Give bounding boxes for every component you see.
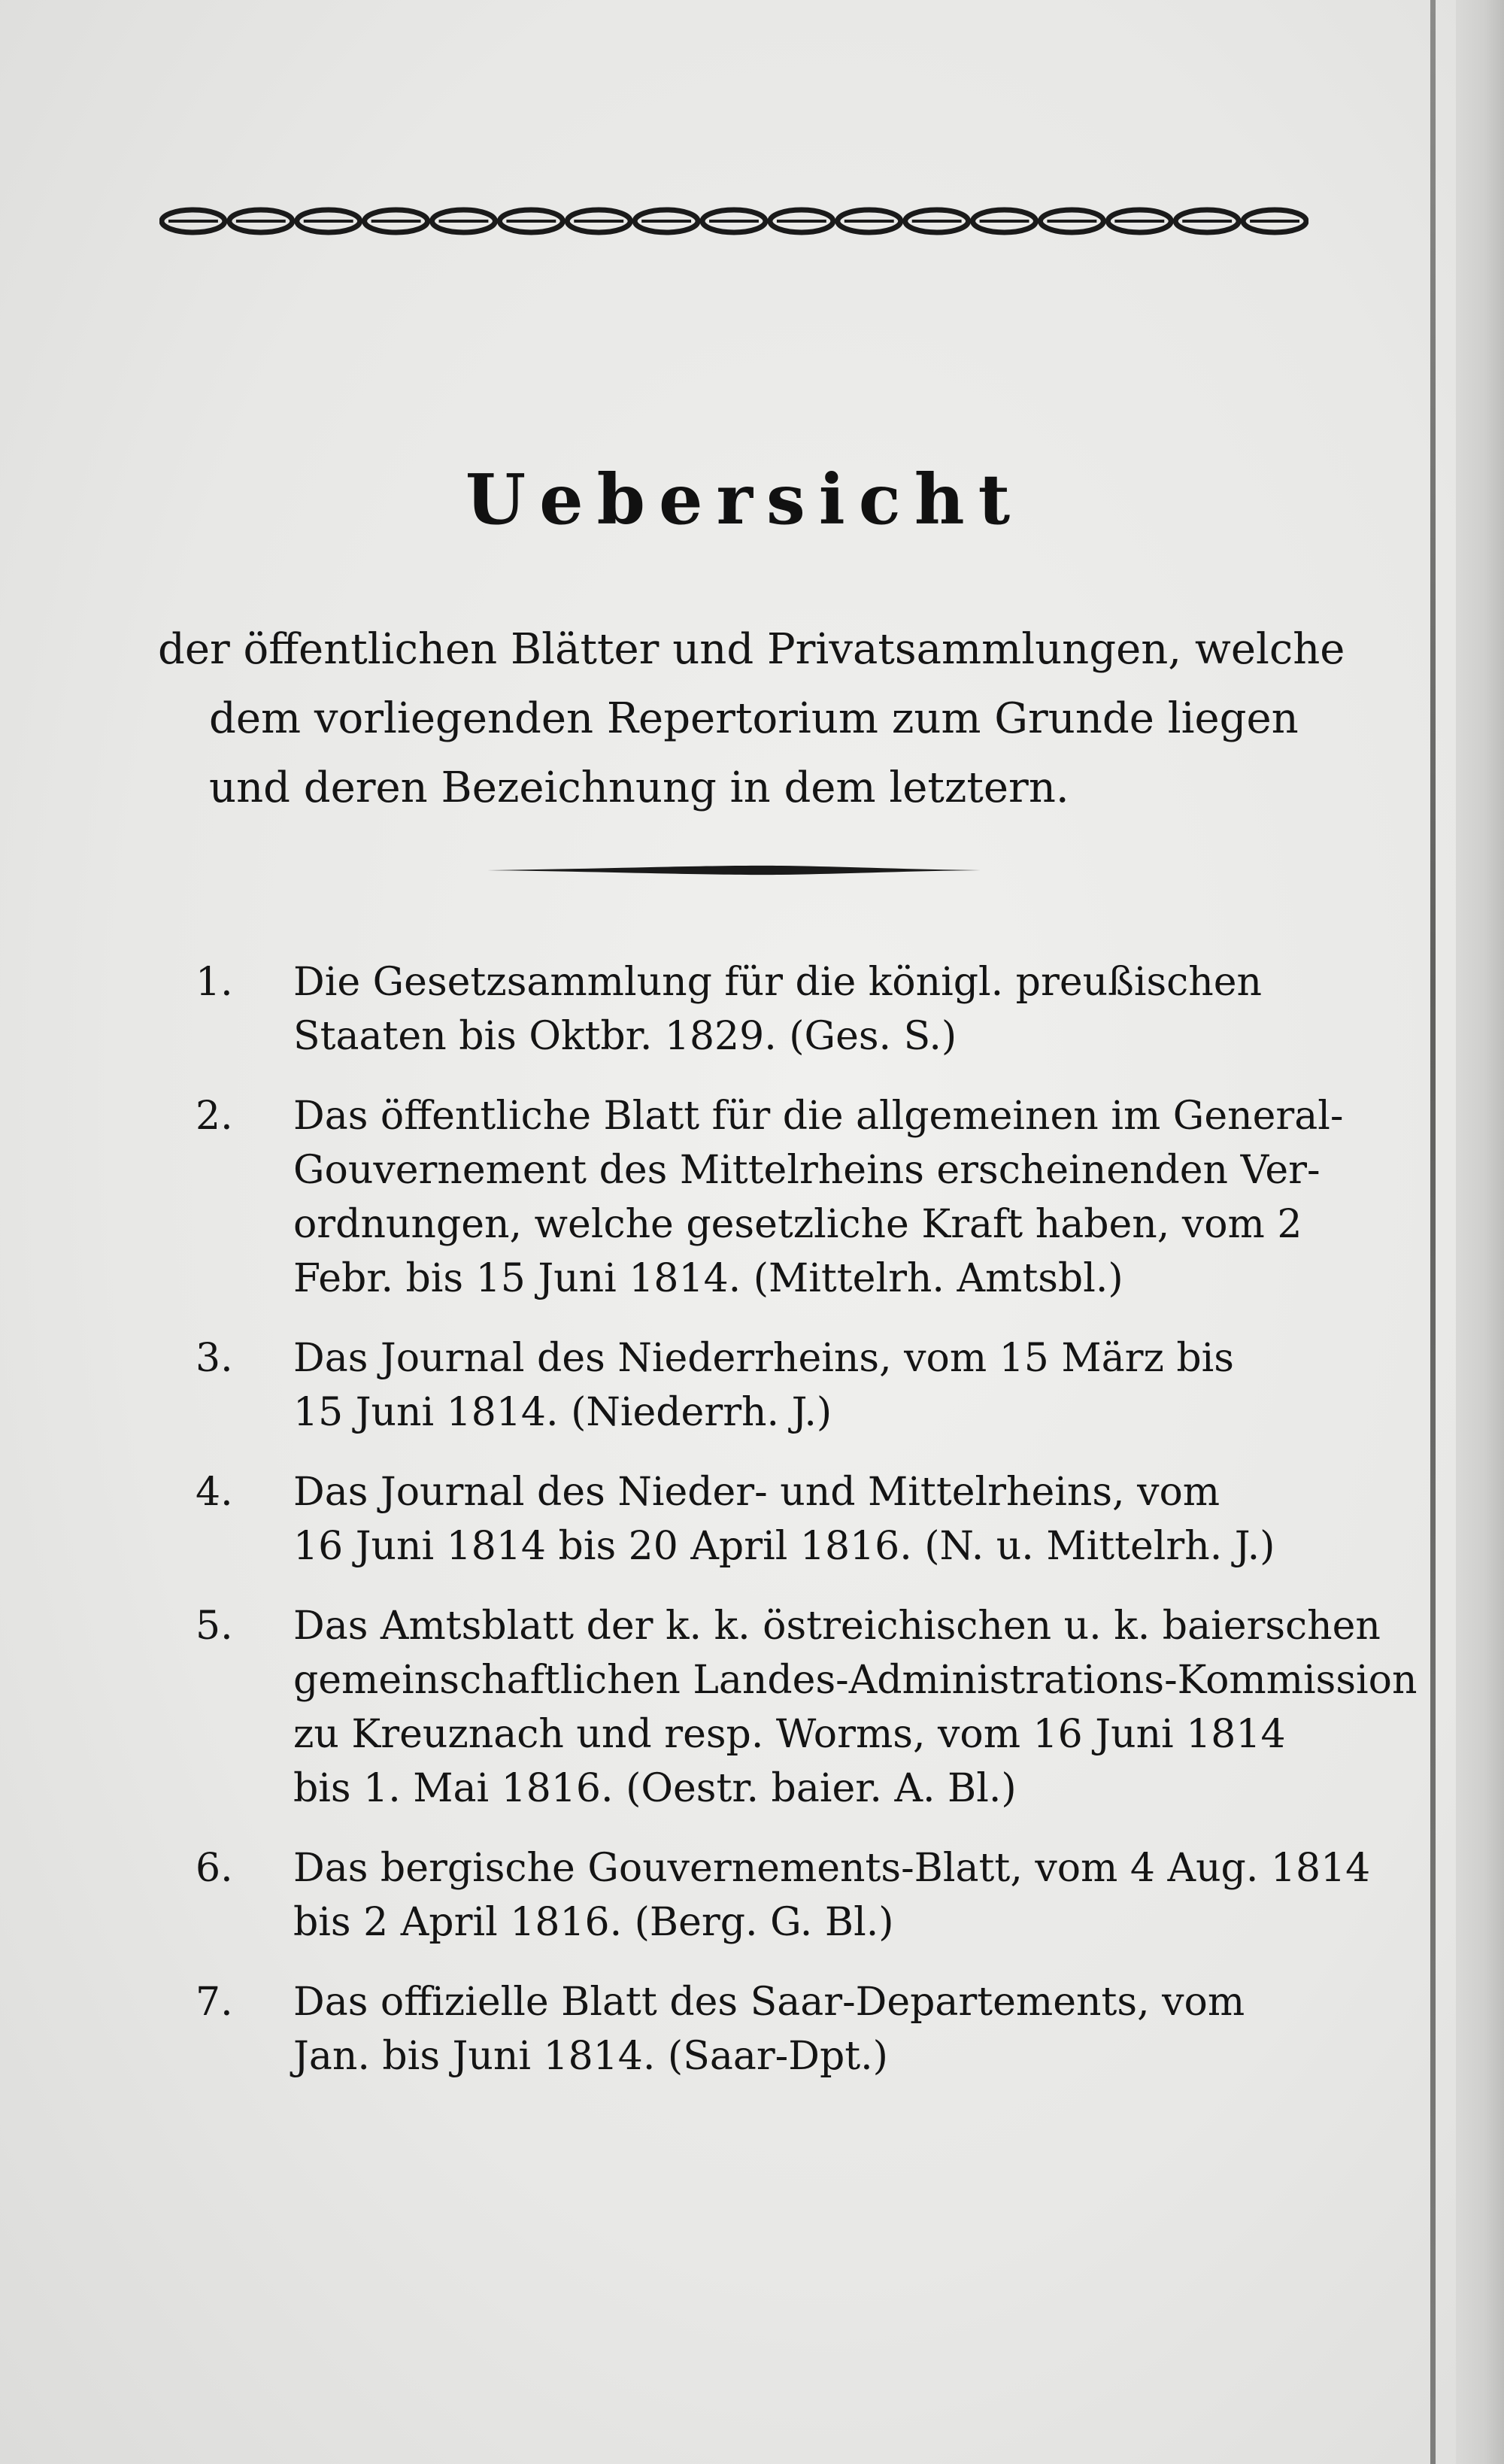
list-item xyxy=(196,1841,1371,1950)
list-item-number: 6. xyxy=(196,1846,233,1891)
page-title: Uebersicht xyxy=(465,459,1024,540)
list-item-line: Jan. bis Juni 1814. (Saar-Dpt.) xyxy=(293,2034,888,2079)
list-item-line: Staaten bis Oktbr. 1829. (Ges. S.) xyxy=(293,1014,957,1059)
list-item-line: Febr. bis 15 Juni 1814. (Mittelrh. Amtsbl.) xyxy=(293,1256,1123,1301)
list-item-line: ordnungen, welche gesetzliche Kraft haben, vom 2 xyxy=(293,1202,1302,1247)
list-item-number: 1. xyxy=(196,960,233,1005)
list-item-number: 5. xyxy=(196,1604,233,1649)
subtitle-line: dem vorliegenden Repertorium zum Grunde liegen xyxy=(209,694,1299,743)
list-item-line: 16 Juni 1814 bis 20 April 1816. (N. u. Mittelrh. J.) xyxy=(293,1524,1275,1569)
list-item xyxy=(196,1089,1344,1306)
list-item-line: Das Journal des Niederrheins, vom 15 März bis xyxy=(293,1336,1234,1381)
list-item-line: bis 2 April 1816. (Berg. G. Bl.) xyxy=(293,1900,894,1945)
ornamental-border xyxy=(159,197,1308,245)
list-item-line: Die Gesetzsammlung für die königl. preußischen xyxy=(293,960,1263,1005)
book-gutter-line xyxy=(1430,0,1436,2464)
list-item-line: Das Journal des Nieder- und Mittelrheins, vom xyxy=(293,1470,1220,1515)
subtitle-line: und deren Bezeichnung in dem letztern. xyxy=(209,763,1069,812)
list-item-line: zu Kreuznach und resp. Worms, vom 16 Juni 1814 xyxy=(293,1712,1286,1757)
list-item-number: 7. xyxy=(196,1980,233,2025)
list-item-number: 2. xyxy=(196,1094,233,1139)
publication-list xyxy=(196,955,1418,2109)
decorative-rule xyxy=(487,862,981,878)
list-item-line: Gouvernement des Mittelrheins erscheinenden Ver- xyxy=(293,1148,1321,1193)
list-item-line: gemeinschaftlichen Landes-Administrations-Kommission xyxy=(293,1658,1418,1703)
list-item-line: Das offizielle Blatt des Saar-Departements, vom xyxy=(293,1980,1245,2025)
list-item-line: Das Amtsblatt der k. k. östreichischen u. k. baierschen xyxy=(293,1604,1381,1649)
list-item-line: Das öffentliche Blatt für die allgemeinen im General- xyxy=(293,1094,1344,1139)
list-item xyxy=(196,1975,1324,2083)
list-item xyxy=(196,1331,1324,1440)
list-item xyxy=(196,1599,1418,1816)
subtitle-line: der öffentlichen Blätter und Privatsammlungen, welche xyxy=(158,625,1345,674)
book-spine-shadow xyxy=(1456,0,1504,2464)
list-item-line: 15 Juni 1814. (Niederrh. J.) xyxy=(293,1390,832,1435)
list-item-line: Das bergische Gouvernements-Blatt, vom 4 Aug. 1814 xyxy=(293,1846,1371,1891)
list-item-line: bis 1. Mai 1816. (Oestr. baier. A. Bl.) xyxy=(293,1766,1017,1811)
list-item-number: 4. xyxy=(196,1470,233,1515)
page-subtitle xyxy=(158,615,1345,823)
list-item xyxy=(196,1465,1324,1573)
list-item-number: 3. xyxy=(196,1336,233,1381)
list-item xyxy=(196,955,1324,1064)
